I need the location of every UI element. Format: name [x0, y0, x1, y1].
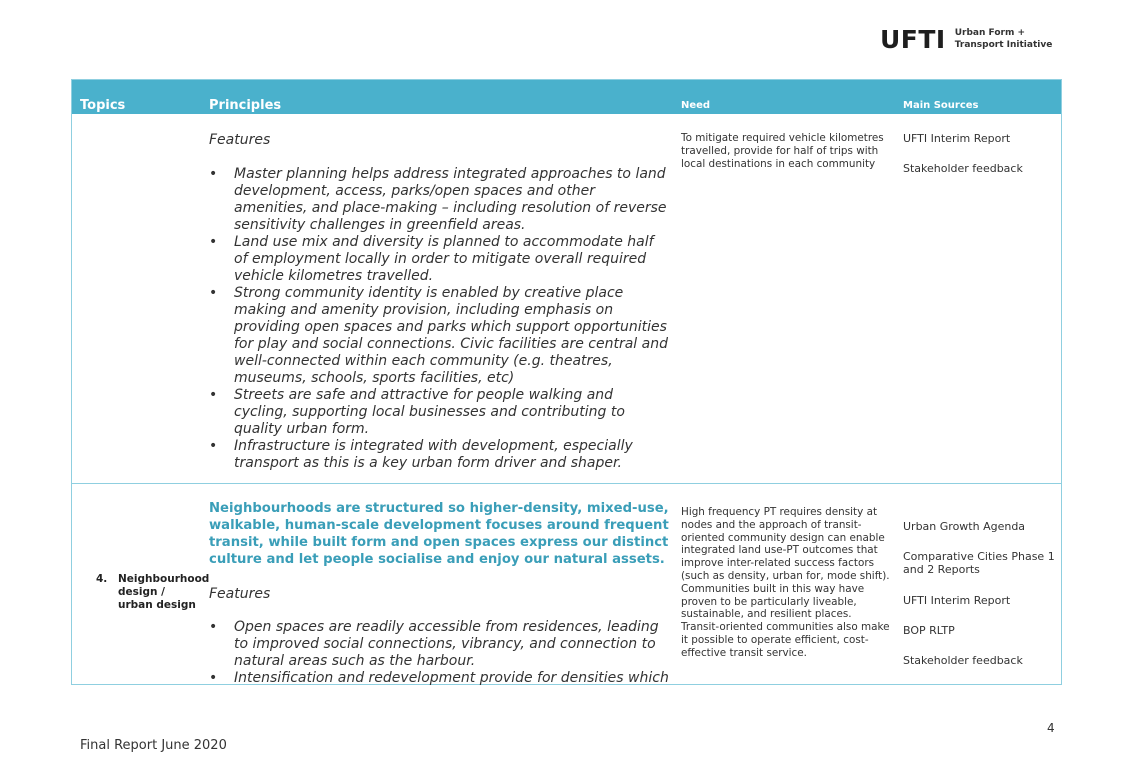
row2-source-1: Urban Growth Agenda	[903, 520, 1026, 533]
row1-source-1: UFTI Interim Report	[903, 132, 1011, 145]
list-item: • Open spaces are readily accessible from residences, leading to improved social connections, vibrancy, and connection to natural areas such as the harbour.	[209, 619, 659, 669]
list-item: • Intensification and redevelopment provide for densities which	[209, 670, 669, 686]
header-main-sources: Main Sources	[903, 100, 979, 111]
row2-features-label: Features	[209, 586, 271, 602]
page-number: 4	[1047, 721, 1055, 735]
header-principles: Principles	[209, 98, 282, 113]
row-divider	[72, 483, 1061, 484]
ufti-logo	[880, 26, 1052, 54]
row1-source-2: Stakeholder feedback	[903, 162, 1023, 175]
row2-source-3: UFTI Interim Report	[903, 594, 1011, 607]
table-header	[72, 80, 1061, 114]
list-item: • Infrastructure is integrated with development, especially transport as this is a key urban form driver and shaper.	[209, 438, 633, 471]
logo-line-1: Urban Form +	[954, 28, 1025, 38]
logo-line-2: Transport Initiative	[954, 40, 1053, 50]
list-item: • Land use mix and diversity is planned to accommodate half of employment locally in order to mitigate overall required vehicle kilometres travelled.	[209, 234, 654, 284]
principles-table	[71, 79, 1062, 685]
row2-principle: Neighbourhoods are structured so higher-density, mixed-use, walkable, human-scale development focuses around frequent transit, while built form and open spaces express our distinct culture and let people socialise and enjoy our natural assets.	[209, 501, 669, 567]
row2-source-2: Comparative Cities Phase 1 and 2 Reports	[903, 550, 1055, 576]
logo-mark: UFTI	[880, 25, 946, 54]
header-topics: Topics	[80, 98, 126, 113]
row2-source-4: BOP RLTP	[903, 624, 955, 637]
footer-text: Final Report June 2020	[80, 738, 227, 753]
row2-feature-list	[209, 619, 669, 687]
topic-name: Neighbourhood design / urban design	[118, 573, 210, 611]
row2-source-5: Stakeholder feedback	[903, 654, 1023, 667]
row1-features-label: Features	[209, 132, 271, 148]
logo-text	[955, 27, 1053, 51]
header-need: Need	[681, 100, 711, 111]
list-item: • Streets are safe and attractive for people walking and cycling, supporting local businesses and contributing to quality urban form.	[209, 387, 625, 437]
row2-need: High frequency PT requires density at nodes and the approach of transit-oriented community design can enable integrated land use-PT outcomes that improve inter-related success factors (such as density, urban for, mode shift). Communities built in this way have proven to be particularly liveable, sustainable, and resilient places. Transit-oriented communities also make it possible to operate efficient, cost-effective transit service.	[681, 506, 890, 659]
row1-feature-list	[209, 166, 669, 472]
list-item: • Master planning helps address integrated approaches to land development, access, parks/open spaces and other amenities, and place-making – including resolution of reverse sensitivity challenges in greenfield areas.	[209, 166, 667, 233]
topic-number: 4.	[96, 573, 108, 585]
list-item: • Strong community identity is enabled by creative place making and amenity provision, including emphasis on providing open spaces and parks which support opportunities for play and social connections. Civic facilities are central and well-connected within each community (e.g. theatres, museums, schools, sports facilities, etc)	[209, 285, 668, 386]
row1-need: To mitigate required vehicle kilometres travelled, provide for half of trips with local destinations in each community	[681, 132, 884, 170]
